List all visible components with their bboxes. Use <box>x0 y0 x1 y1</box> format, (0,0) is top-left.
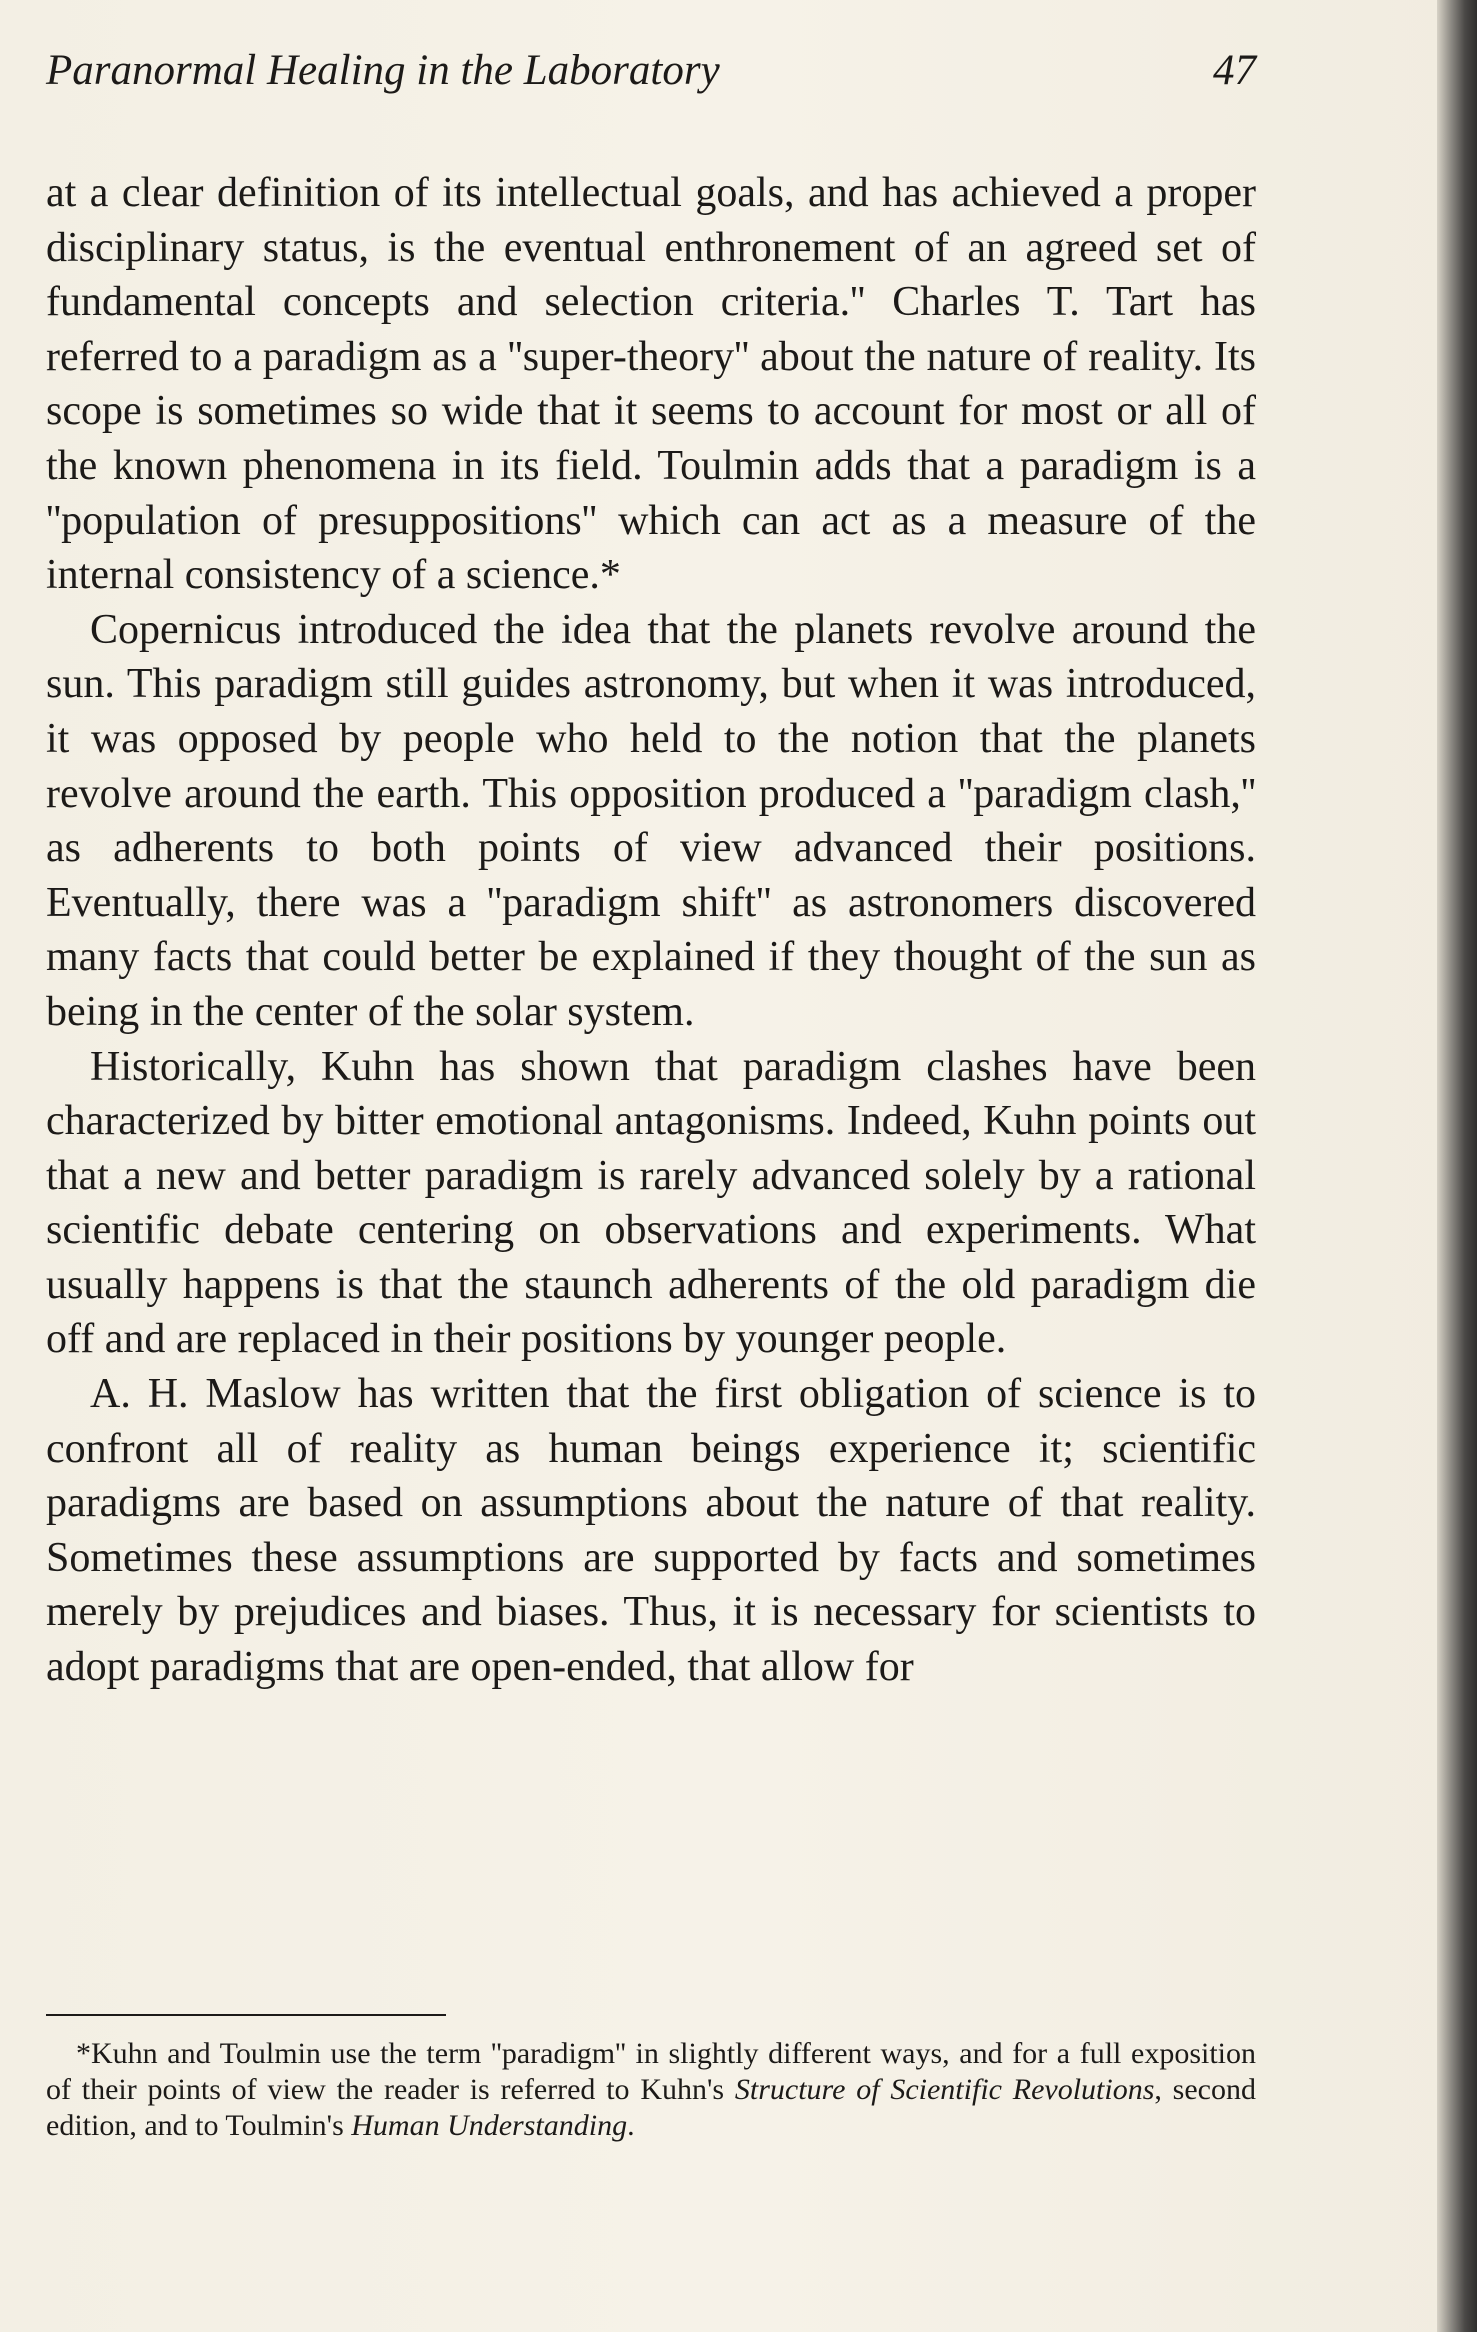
paragraph-continued: at a clear definition of its intellectual goals, and has achieved a proper disciplinary status, is the eventual enthronement of an agreed set of fundamental concepts and selection criteria.'' Charles T. Tart has referred to a paradigm as a ''super-theory'' about the nature of reality. Its scope is sometimes so wide that it seems to account for most or all of the known phenomena in its field. Toulmin adds that a paradigm is a ''population of presuppositions'' which can act as a measure of the internal consistency of a science.* <box>46 170 1256 599</box>
footnote-text-2: , second edition, and to Toulmin's <box>46 2073 1256 2142</box>
footnote-book-title-1: Structure of Scientific Revolutions <box>734 2073 1155 2106</box>
running-header <box>46 46 1256 116</box>
paragraph-copernicus: Copernicus introduced the idea that the planets revolve around the sun. This paradigm still guides astronomy, but when it was introduced, it was opposed by people who held to the notion that the planets revolve around the earth. This opposition produced a ''paradigm clash,'' as adherents to both points of view advanced their positions. Eventually, there was a ''paradigm shift'' as astronomers discovered many facts that could better be explained if they thought of the sun as being in the center of the solar system. <box>46 606 1256 1035</box>
paragraph-maslow: A. H. Maslow has written that the first obligation of science is to confront all of reality as human beings experience it; scientific paradigms are based on assumptions about the nature of that reality. Sometimes these assumptions are supported by facts and sometimes merely by prejudices and biases. Thus, it is necessary for scientists to adopt paradigms that are open-ended, that allow for <box>46 1371 1256 1691</box>
page-number: 47 <box>1213 47 1256 94</box>
body-text <box>46 166 1256 1695</box>
footnote-text-1: *Kuhn and Toulmin use the term ''paradigm'' in slightly different ways, and for a full exposition of their points of view the reader is referred to Kuhn's <box>46 2037 1256 2106</box>
footnote-text-3: . <box>627 2109 635 2142</box>
footnote-rule <box>46 2014 446 2016</box>
running-title: Paranormal Healing in the Laboratory <box>46 47 720 94</box>
paragraph-kuhn: Historically, Kuhn has shown that paradigm clashes have been characterized by bitter emotional antagonisms. Indeed, Kuhn points out that a new and better paradigm is rarely advanced solely by a rational scientific debate centering on observations and experiments. What usually happens is that the staunch adherents of the old paradigm die off and are replaced in their positions by younger people. <box>46 1043 1256 1363</box>
footnote-book-title-2: Human Understanding <box>351 2109 628 2142</box>
book-spine-edge <box>1437 0 1477 2332</box>
footnote <box>46 2036 1256 2144</box>
